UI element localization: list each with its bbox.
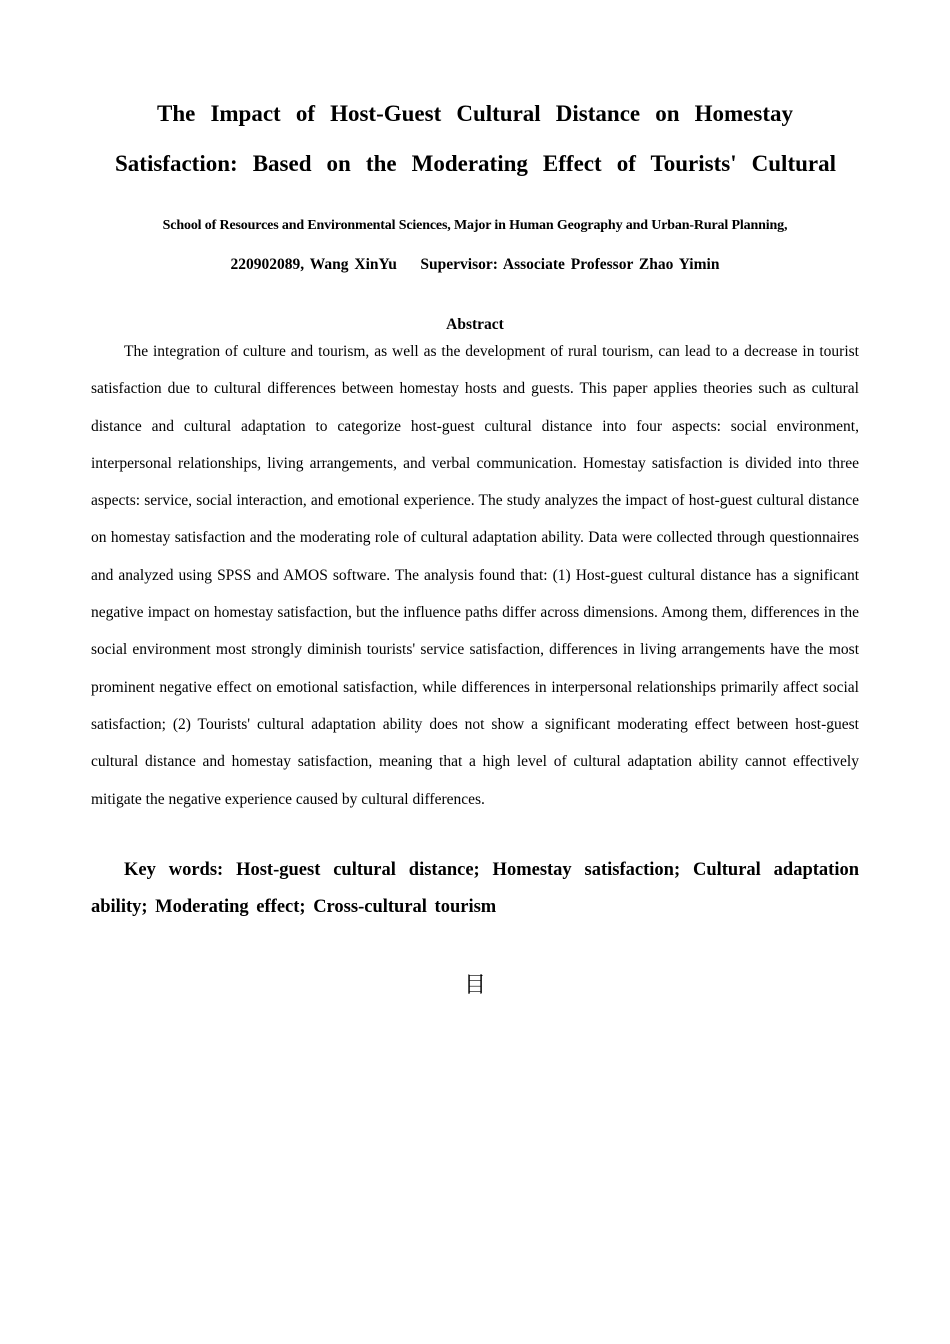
keywords-label: Key words: [124, 860, 224, 880]
keywords-paragraph [91, 852, 859, 926]
paper-title-line-1: The Impact of Host-Guest Cultural Distance on Homestay [157, 101, 793, 126]
author-affiliation: School of Resources and Environmental Sciences, Major in Human Geography and Urban-Rural Planning, [162, 218, 788, 233]
author-and-supervisor: 220902089, Wang XinYu Supervisor: Associate Professor Zhao Yimin [230, 256, 720, 273]
abstract-text: The integration of culture and tourism, as well as the development of rural tourism, can lead to a decrease in tourist satisfaction due to cultural differences between homestay hosts and guests. This paper applies theories such as cultural distance and cultural adaptation to categorize host-guest cultural distance into four aspects: social environment, interpersonal relationships, living arrangements, and verbal communication. Homestay satisfaction is divided into three aspects: service, social interaction, and emotional experience. The study analyzes the impact of host-guest cultural distance on homestay satisfaction and the moderating role of cultural adaptation ability. Data were collected through questionnaires and analyzed using SPSS and AMOS software. The analysis found that: (1) Host-guest cultural distance has a significant negative impact on homestay satisfaction, but the influence paths differ across dimensions. Among them, differences in the social environment most strongly diminish tourists' service satisfaction, differences in living arrangements have the most prominent negative effect on emotional satisfaction, while differences in interpersonal relationships primarily affect social satisfaction; (2) Tourists' cultural adaptation ability does not show a significant moderating effect between host-guest cultural distance and homestay satisfaction, meaning that a high level of cultural adaptation ability cannot effectively mitigate the negative experience caused by cultural differences. [91, 343, 859, 808]
abstract-heading: Abstract [446, 316, 504, 333]
table-of-contents-heading: 目 [463, 973, 486, 998]
paper-title-line-2: Satisfaction: Based on the Moderating Effect of Tourists' Cultural [115, 151, 836, 176]
keywords-list: Host-guest cultural distance; Homestay satisfaction; Cultural adaptation ability; Moderating effect; Cross-cultural tourism [91, 860, 860, 917]
